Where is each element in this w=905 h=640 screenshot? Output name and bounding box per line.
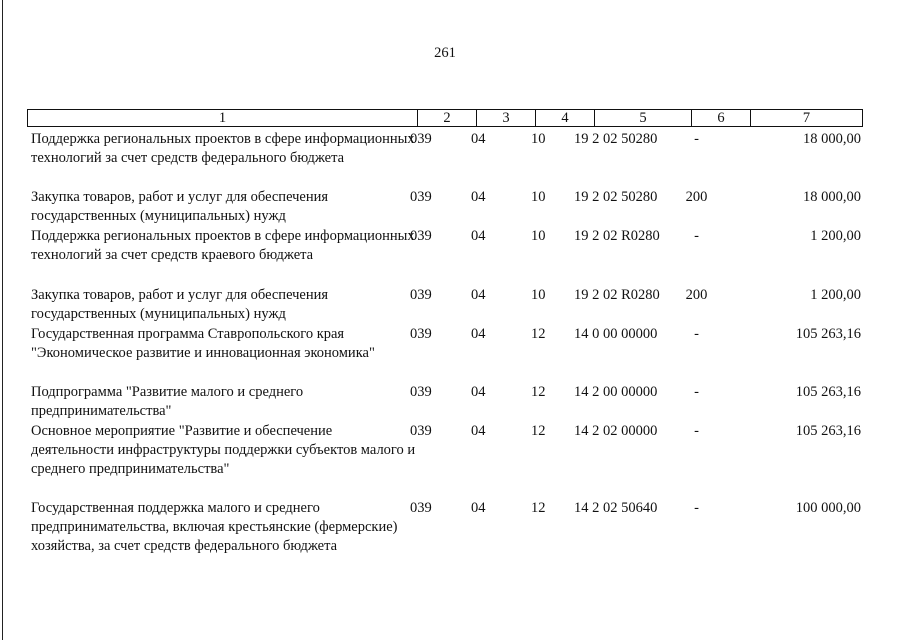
row-col-6: - bbox=[694, 384, 699, 400]
row-col-6: - bbox=[694, 500, 699, 516]
row-col-5: 19 2 02 50280 bbox=[574, 131, 658, 147]
page-number: 261 bbox=[434, 45, 456, 61]
row-amount: 18 000,00 bbox=[803, 131, 861, 147]
row-col-2: 039 bbox=[410, 326, 432, 342]
row-col-3: 04 bbox=[471, 131, 486, 147]
header-col-4: 4 bbox=[536, 110, 595, 126]
row-col-6: - bbox=[694, 326, 699, 342]
row-col-2: 039 bbox=[410, 189, 432, 205]
row-col-4: 10 bbox=[531, 189, 546, 205]
header-col-6: 6 bbox=[692, 110, 751, 126]
row-name: Государственная поддержка малого и среднего предпринимательства, включая крестьянские (фермерские) хозяйства, за счет средств федерального бюджета bbox=[31, 500, 398, 554]
row-name: Государственная программа Ставропольского края "Экономическое развитие и инновационная экономика" bbox=[31, 326, 375, 361]
row-col-4: 12 bbox=[531, 500, 546, 516]
row-col-3: 04 bbox=[471, 423, 486, 439]
header-col-3: 3 bbox=[477, 110, 536, 126]
row-col-3: 04 bbox=[471, 228, 486, 244]
row-col-3: 04 bbox=[471, 287, 486, 303]
row-col-5: 14 2 02 50640 bbox=[574, 500, 658, 516]
row-col-3: 04 bbox=[471, 189, 486, 205]
page-left-edge-line bbox=[2, 0, 3, 640]
row-col-6: - bbox=[694, 423, 699, 439]
row-amount: 18 000,00 bbox=[803, 189, 861, 205]
row-col-5: 19 2 02 R0280 bbox=[574, 287, 660, 303]
row-col-6: - bbox=[694, 131, 699, 147]
row-col-5: 14 2 02 00000 bbox=[574, 423, 658, 439]
row-col-6: 200 bbox=[685, 287, 708, 303]
row-col-5: 19 2 02 R0280 bbox=[574, 228, 660, 244]
row-col-4: 10 bbox=[531, 228, 546, 244]
row-amount: 1 200,00 bbox=[810, 287, 861, 303]
row-col-6: - bbox=[694, 228, 699, 244]
row-amount: 1 200,00 bbox=[810, 228, 861, 244]
row-col-4: 10 bbox=[531, 287, 546, 303]
row-col-5: 14 2 00 00000 bbox=[574, 384, 658, 400]
row-name: Поддержка региональных проектов в сфере информационных технологий за счет средств краевого бюджета bbox=[31, 228, 415, 263]
row-name: Закупка товаров, работ и услуг для обеспечения государственных (муниципальных) нужд bbox=[31, 189, 329, 224]
table-header bbox=[27, 109, 863, 127]
row-col-3: 04 bbox=[471, 384, 486, 400]
row-col-2: 039 bbox=[410, 228, 432, 244]
row-amount: 105 263,16 bbox=[795, 326, 861, 342]
header-col-2: 2 bbox=[418, 110, 477, 126]
row-name: Поддержка региональных проектов в сфере информационных технологий за счет средств федерального бюджета bbox=[31, 131, 415, 166]
row-col-2: 039 bbox=[410, 423, 432, 439]
row-col-3: 04 bbox=[471, 326, 486, 342]
row-col-2: 039 bbox=[410, 384, 432, 400]
row-col-5: 14 0 00 00000 bbox=[574, 326, 658, 342]
row-col-2: 039 bbox=[410, 287, 432, 303]
header-col-1: 1 bbox=[28, 110, 418, 126]
row-col-3: 04 bbox=[471, 500, 486, 516]
row-col-4: 10 bbox=[531, 131, 546, 147]
header-col-5: 5 bbox=[595, 110, 692, 126]
row-amount: 105 263,16 bbox=[795, 423, 861, 439]
row-name: Закупка товаров, работ и услуг для обеспечения государственных (муниципальных) нужд bbox=[31, 287, 329, 322]
row-col-2: 039 bbox=[410, 500, 432, 516]
header-col-7: 7 bbox=[802, 110, 811, 126]
row-col-2: 039 bbox=[410, 131, 432, 147]
row-name: Основное мероприятие "Развитие и обеспечение деятельности инфраструктуры поддержки субъектов малого и среднего предпринимательства" bbox=[31, 423, 416, 477]
row-col-4: 12 bbox=[531, 423, 546, 439]
row-col-4: 12 bbox=[531, 326, 546, 342]
row-name: Подпрограмма "Развитие малого и среднего предпринимательства" bbox=[31, 384, 304, 419]
row-col-5: 19 2 02 50280 bbox=[574, 189, 658, 205]
row-amount: 100 000,00 bbox=[795, 500, 861, 516]
row-amount: 105 263,16 bbox=[795, 384, 861, 400]
row-col-6: 200 bbox=[685, 189, 708, 205]
row-col-4: 12 bbox=[531, 384, 546, 400]
